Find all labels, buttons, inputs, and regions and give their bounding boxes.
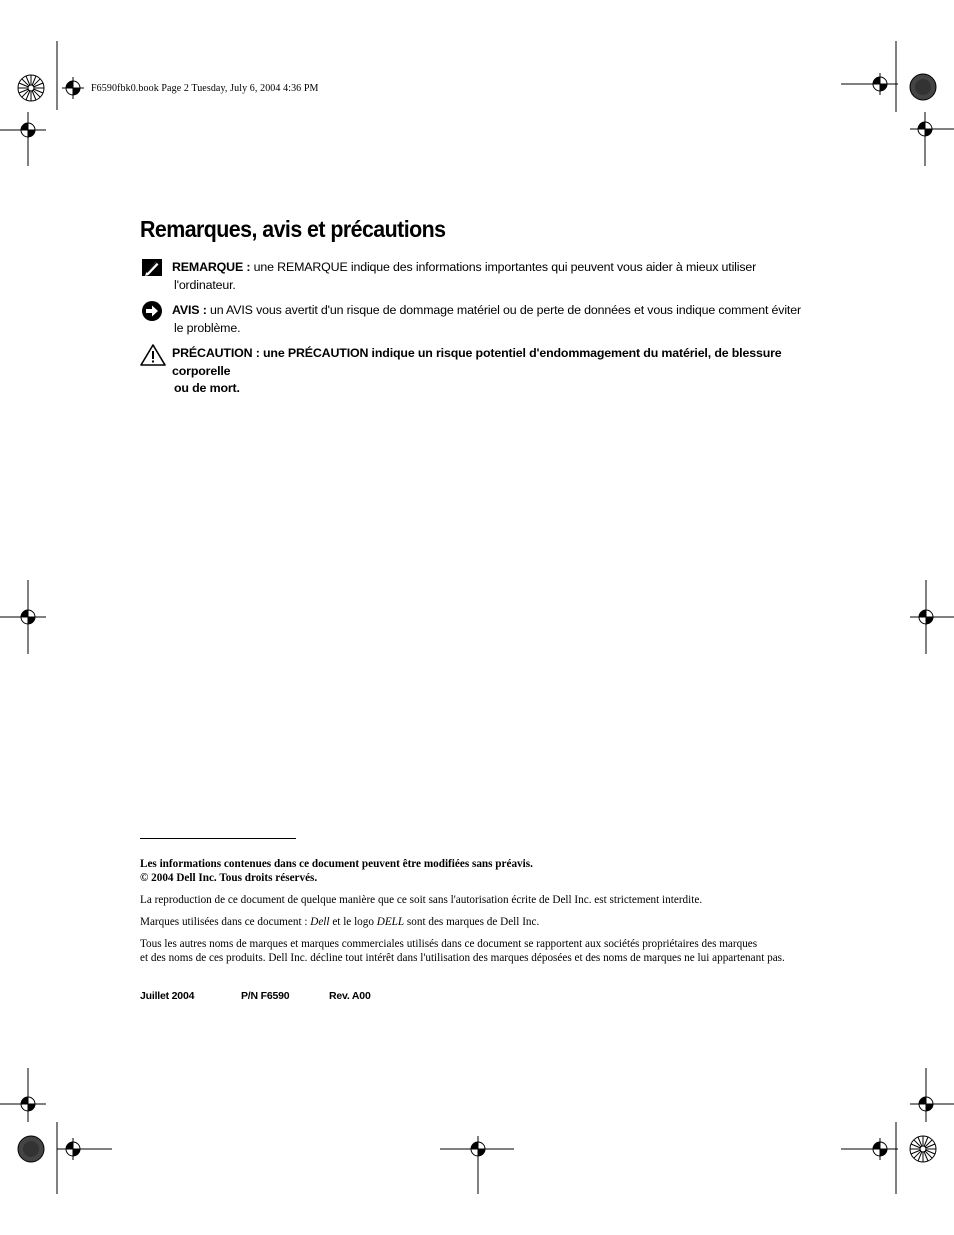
- trademarks-suffix: sont des marques de Dell Inc.: [404, 916, 540, 928]
- note-lead: REMARQUE :: [172, 260, 251, 274]
- book-page-info: F6590fbk0.book Page 2 Tuesday, July 6, 2004 4:36 PM: [91, 83, 319, 94]
- trademarks-notice: [140, 915, 860, 929]
- legal-change-notice: Les informations contenues dans ce document peuvent être modifiées sans préavis.: [140, 858, 533, 870]
- note-avis: [140, 302, 840, 337]
- notice-lead: AVIS :: [172, 303, 207, 317]
- other-trademarks-line2: et des noms de ces produits. Dell Inc. décline tout intérêt dans l'utilisation des marques déposées et des noms de marques ne lui appartenant pas.: [140, 952, 785, 964]
- revision: Rev. A00: [329, 990, 371, 1002]
- caution-text: une PRÉCAUTION indique un risque potentiel d'endommagement du matériel, de blessure corporelle: [172, 346, 782, 378]
- note-remarque: [140, 259, 840, 294]
- note-icon: [140, 258, 165, 280]
- note-text: une REMARQUE indique des informations importantes qui peuvent vous aider à mieux utiliser: [250, 260, 757, 274]
- note-text-continued: l'ordinateur.: [174, 277, 236, 292]
- caution-lead: PRÉCAUTION :: [172, 346, 260, 360]
- page-title: Remarques, avis et précautions: [140, 216, 446, 242]
- trademarks-prefix: Marques utilisées dans ce document :: [140, 916, 311, 928]
- notice-text: un AVIS vous avertit d'un risque de dommage matériel ou de perte de données et vous indique comment éviter: [206, 303, 801, 317]
- footnote-divider: [140, 838, 296, 839]
- copyright-line: © 2004 Dell Inc. Tous droits réservés.: [140, 872, 318, 884]
- notice-text-continued: le problème.: [174, 320, 241, 335]
- caution-text-continued: ou de mort.: [174, 381, 240, 395]
- part-number: P/N F6590: [241, 990, 290, 1002]
- other-trademarks-line1: Tous les autres noms de marques et marques commerciales utilisés dans ce document se rapportent aux sociétés propriétaires des marques: [140, 938, 758, 950]
- trademarks-mid: et le logo: [329, 916, 377, 928]
- trademark-dell: Dell: [310, 916, 330, 928]
- caution-icon: [140, 344, 165, 366]
- reproduction-notice: La reproduction de ce document de quelque manière que ce soit sans l'autorisation écrite de Dell Inc. est strictement interdite.: [140, 894, 703, 906]
- notice-icon: [140, 301, 165, 323]
- legal-notice: [140, 857, 860, 885]
- trademark-dell-logo: DELL: [376, 916, 405, 928]
- note-precaution: [140, 345, 840, 398]
- publication-date: Juillet 2004: [140, 990, 195, 1002]
- other-trademarks-notice: [140, 937, 860, 965]
